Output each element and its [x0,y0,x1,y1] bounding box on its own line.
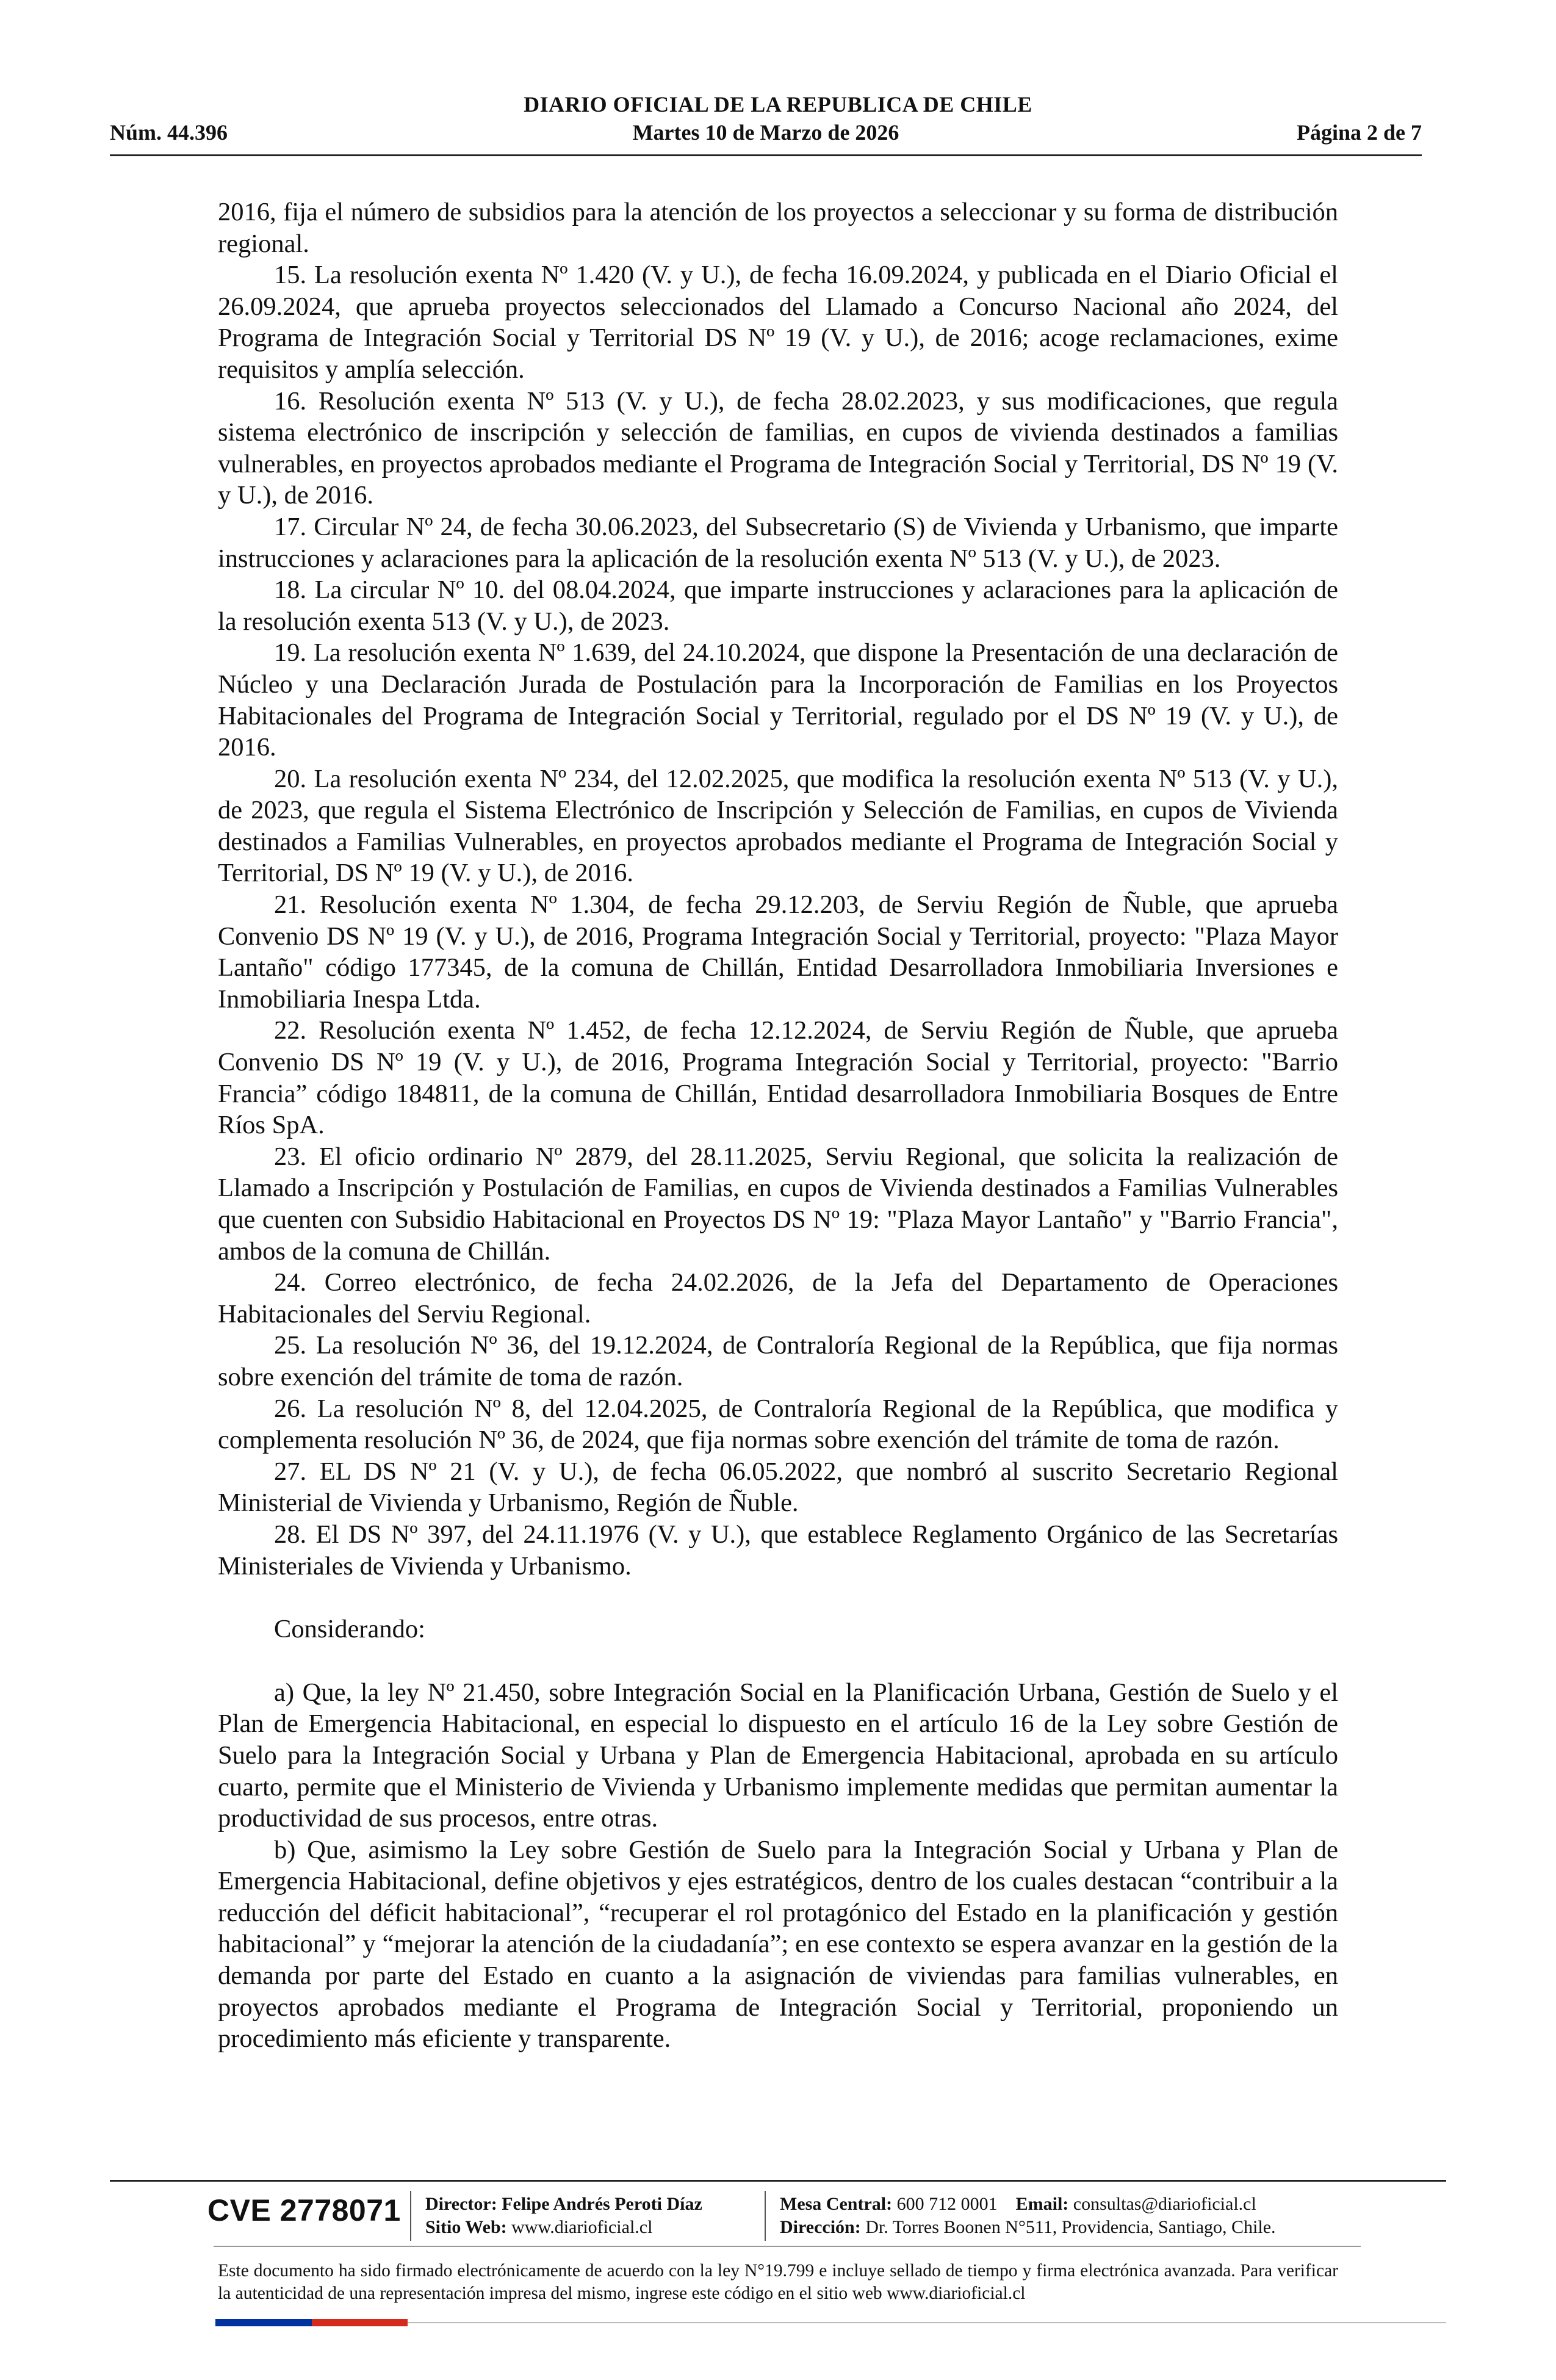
paragraph: 23. El oficio ordinario Nº 2879, del 28.11.2025, Serviu Regional, que solicita la realización de Llamado a Inscripción y Postulación de Familias, en cupos de Vivienda destinados a Familias Vulnerables que cuenten con Subsidio Habitacional en Proyectos DS Nº 19: "Plaza Mayor Lantaño" y "Barrio Francia", ambos de la comuna de Chillán. [218,1142,1338,1266]
document-body [218,197,1338,2055]
flag-stripe [215,2319,408,2326]
paragraph: 15. La resolución exenta Nº 1.420 (V. y U.), de fecha 16.09.2024, y publicada en el Diario Oficial el 26.09.2024, que aprueba proyectos seleccionados del Llamado a Concurso Nacional año 2024, del Programa de Integración Social y Territorial DS Nº 19 (V. y U.), de 2016; acoge reclamaciones, exime requisitos y amplía selección. [218,261,1338,384]
email-link[interactable]: consultas@diarioficial.cl [1073,2194,1256,2214]
considerando-paragraph: b) Que, asimismo la Ley sobre Gestión de Suelo para la Integración Social y Urbana y Plan de Emergencia Habitacional, define objetivos y ejes estratégicos, dentro de los cuales destacan “contribuir a la reducción del déficit habitacional”, “recuperar el rol protagónico del Estado en la planificación y gestión habitacional” y “mejorar la atención de la ciudadanía”; en ese contexto se espera avanzar en la gestión de la demanda por parte del Estado en cuanto a la asignación de viviendas para familias vulnerables, en proyectos aprobados mediante el Programa de Integración Social y Territorial, proponiendo un procedimiento más eficiente y transparente. [218,1835,1338,2054]
mesa-label: Mesa Central: [780,2194,893,2214]
considerando-heading: Considerando: [274,1615,425,1644]
footer-separator [410,2191,411,2241]
footer-director-block [425,2193,702,2239]
paragraph: 17. Circular Nº 24, de fecha 30.06.2023, del Subsecretario (S) de Vivienda y Urbanismo, que imparte instrucciones y aclaraciones para la aplicación de la resolución exenta Nº 513 (V. y U.), de 2023. [218,512,1338,573]
paragraph: 21. Resolución exenta Nº 1.304, de fecha 29.12.203, de Serviu Región de Ñuble, que aprueba Convenio DS Nº 19 (V. y U.), de 2016, Programa Integración Social y Territorial, proyecto: "Plaza Mayor Lantaño" código 177345, de la comuna de Chillán, Entidad Desarrolladora Inmobiliaria Inversiones e Inmobiliaria Inespa Ltda. [218,890,1338,1014]
paragraph: 26. La resolución Nº 8, del 12.04.2025, de Contraloría Regional de la República, que modifica y complementa resolución Nº 36, de 2024, que fija normas sobre exención del trámite de toma de razón. [218,1394,1338,1455]
site-label: Sitio Web: [425,2217,507,2237]
signature-note: Este documento ha sido firmado electrónicamente de acuerdo con la ley N°19.799 e incluye sellado de tiempo y firma electrónica avanzada. Para verificar la autenticidad de una representación impresa del mismo, ingrese este código en el sitio web www.diarioficial.cl [218,2261,1338,2303]
paragraph: 24. Correo electrónico, de fecha 24.02.2026, de la Jefa del Departamento de Operaciones Habitacionales del Serviu Regional. [218,1268,1338,1329]
footer-contact-block [780,2193,1276,2239]
cve-code: CVE 2778071 [207,2193,401,2227]
issue-date: Martes 10 de Marzo de 2026 [632,120,899,145]
paragraph: 27. EL DS Nº 21 (V. y U.), de fecha 06.05.2022, que nombró al suscrito Secretario Regional Ministerial de Vivienda y Urbanismo, Región de Ñuble. [218,1457,1338,1518]
page-indicator: Página 2 de 7 [1296,120,1422,145]
paragraph: 22. Resolución exenta Nº 1.452, de fecha 12.12.2024, de Serviu Región de Ñuble, que aprueba Convenio DS Nº 19 (V. y U.), de 2016, Programa Integración Social y Territorial, proyecto: "Barrio Francia” código 184811, de la comuna de Chillán, Entidad desarrolladora Inmobiliaria Bosques de Entre Ríos SpA. [218,1016,1338,1140]
paragraph: 16. Resolución exenta Nº 513 (V. y U.), de fecha 28.02.2023, y sus modificaciones, que regula sistema electrónico de inscripción y selección de familias, en cupos de vivienda destinados a familias vulnerables, en proyectos aprobados mediante el Programa de Integración Social y Territorial, DS Nº 19 (V. y U.), de 2016. [218,386,1338,510]
paragraph: 2016, fija el número de subsidios para la atención de los proyectos a seleccionar y su forma de distribución regional. [218,198,1338,258]
footer-divider [110,2180,1446,2182]
newspaper-title: DIARIO OFICIAL DE LA REPUBLICA DE CHILE [524,92,1032,117]
paragraph: 19. La resolución exenta Nº 1.639, del 24.10.2024, que dispone la Presentación de una declaración de Núcleo y una Declaración Jurada de Postulación para la Incorporación de Familias en los Proyectos Habitacionales del Programa de Integración Social y Territorial, regulado por el DS Nº 19 (V. y U.), de 2016. [218,638,1338,762]
header-row [110,120,1422,150]
paragraph: 28. El DS Nº 397, del 24.11.1976 (V. y U.), que establece Reglamento Orgánico de las Secretarías Ministeriales de Vivienda y Urbanismo. [218,1520,1338,1581]
address-label: Dirección: [780,2217,861,2237]
flag-blue-segment [215,2319,312,2326]
director-label: Director: [425,2194,497,2214]
considerando-paragraph: a) Que, la ley Nº 21.450, sobre Integración Social en la Planificación Urbana, Gestión de Suelo y el Plan de Emergencia Habitacional, en especial lo dispuesto en el artículo 16 de la Ley sobre Gestión de Suelo para la Integración Social y Urbana y Plan de Emergencia Habitacional, aprobada en su artículo cuarto, permite que el Ministerio de Vivienda y Urbanismo implemente medidas que permitan aumentar la productividad de sus procesos, entre otras. [218,1678,1338,1833]
paragraph: 25. La resolución Nº 36, del 19.12.2024, de Contraloría Regional de la República, que fija normas sobre exención del trámite de toma de razón. [218,1331,1338,1391]
site-link[interactable]: www.diarioficial.cl [511,2217,653,2237]
footer-bottom-line [408,2322,1446,2323]
director-name: Felipe Andrés Peroti Díaz [502,2194,702,2214]
footer-separator [765,2191,766,2241]
issue-number: Núm. 44.396 [110,120,228,145]
email-label: Email: [1015,2194,1069,2214]
paragraph: 20. La resolución exenta Nº 234, del 12.02.2025, que modifica la resolución exenta Nº 513 (V. y U.), de 2023, que regula el Sistema Electrónico de Inscripción y Selección de Familias, en cupos de Vivienda destinados a Familias Vulnerables, en proyectos aprobados mediante el Programa de Integración Social y Territorial, DS Nº 19 (V. y U.), de 2016. [218,764,1338,888]
footer-divider-secondary [214,2246,1361,2247]
header-divider [110,154,1422,156]
address-value: Dr. Torres Boonen N°511, Providencia, Santiago, Chile. [865,2217,1276,2237]
paragraph: 18. La circular Nº 10. del 08.04.2024, que imparte instrucciones y aclaraciones para la aplicación de la resolución exenta 513 (V. y U.), de 2023. [218,575,1338,636]
mesa-phone: 600 712 0001 [896,2194,998,2214]
flag-red-segment [312,2319,408,2326]
